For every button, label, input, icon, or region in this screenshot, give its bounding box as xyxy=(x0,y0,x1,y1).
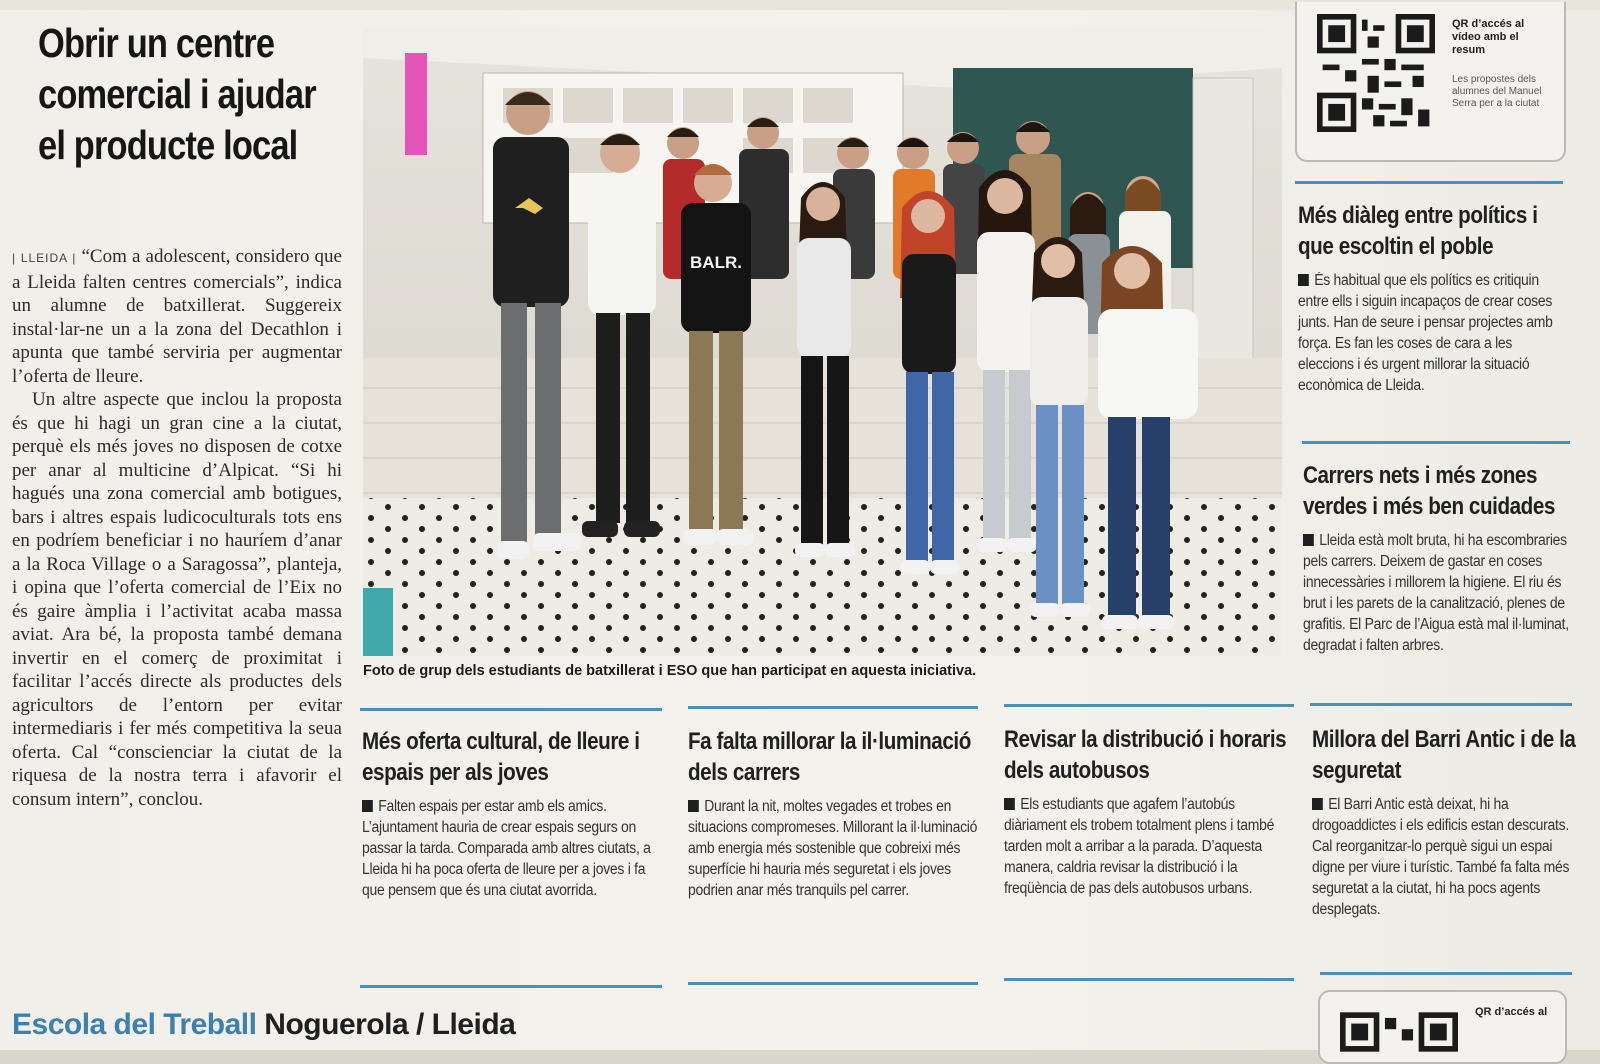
bottom-box-4-title: Millora del Barri Antic i de la seguretat xyxy=(1312,726,1576,784)
article-body xyxy=(12,245,342,811)
dateline: | LLEIDA | xyxy=(12,251,77,265)
sidebar-box-1-body: És habitual que els polítics es critiquin entre ells i siguin incapaços de crear coses junts. Han de seure i pensar projectes amb força. Es fan les coses de cara a les eleccions i és urgent millorar la situació econòmica de Lleida. xyxy=(1298,272,1553,394)
paragraph-2: Un altre aspecte que inclou la proposta és que hi hagi un gran cine a la ciutat, perquè els més joves no disposen de cotxe per anar al multicine d’Alpicat. “Si hi hagués una zona comercial amb botigues, bars i altres espais ludicoculturals tots ens en podríem beneficiar i no hauríem d’anar a la Roca Village o a Saragossa”, planteja, i opina que l’oferta comercial de l’Eix no és gaire àmplia i l’activitat acaba massa aviat. Ara bé, la proposta també demana invertir en el comerç de proximitat i facilitar l’accés directe als productes dels agricultors de l’entorn per evitar intermediaris i fer més competitiva la seua oferta. Cal “conscienciar la ciutat de la riquesa de la nostra terra i afavorir el consum intern”, conclou. xyxy=(12,389,342,810)
footer-label-a: Escola del Treball xyxy=(12,1008,257,1041)
qr-subtitle: Les propostes dels alumnes del Manuel Serra per a la ciutat xyxy=(1452,74,1542,109)
bottom-box-1 xyxy=(362,726,662,901)
sidebar-rule-1 xyxy=(1295,181,1563,184)
bottom-box-4 xyxy=(1312,724,1582,920)
bottom-close-rule-2 xyxy=(688,982,978,985)
bottom-close-rule-1 xyxy=(360,985,662,988)
qr-box-top xyxy=(1295,2,1566,162)
bottom-rule-4 xyxy=(1310,703,1572,706)
bottom-box-4-body: El Barri Antic està deixat, hi ha drogoaddictes i els edificis estan descurats. Cal reorganitzar-lo perquè sigui un espai digne per viure i turístic. També fa falta més seguretat a la ciutat, hi ha pocs agents desplegats. xyxy=(1312,796,1570,918)
bottom-box-2-title: Fa falta millorar la il·luminació dels carrers xyxy=(688,728,971,786)
paragraph-1-text: “Com a adolescent, considero que a Lleida falten centres comercials”, indica un alumne de batxillerat. Suggereix instal·lar-ne un a la zona del Decathlon i apunta que també serviria per augmentar l’oferta de lleure. xyxy=(12,246,342,387)
bullet-square-icon xyxy=(688,800,699,812)
bottom-close-rule-4 xyxy=(1320,972,1572,975)
sidebar-box-2-text xyxy=(1303,530,1571,656)
sidebar-box-1-text xyxy=(1298,270,1568,396)
qr-code-icon[interactable] xyxy=(1317,14,1435,132)
footer-label-b: Noguerola / Lleida xyxy=(264,1008,516,1041)
sidebar-box-2-title: Carrers nets i més zones verdes i més ben cuidades xyxy=(1303,462,1555,520)
bottom-box-3 xyxy=(1004,724,1294,899)
bottom-box-1-text xyxy=(362,796,662,901)
bottom-box-2 xyxy=(688,726,980,901)
bottom-box-4-text xyxy=(1312,794,1582,920)
qr-bottom-title: QR d’accés al xyxy=(1475,1006,1548,1018)
bullet-square-icon xyxy=(1004,798,1015,810)
bottom-box-3-body: Els estudiants que agafem l’autobús diàriament els trobem totalment plens i també tarden molt a arribar a la parada. D’aquesta manera, caldria revisar la distribució i la freqüència de pas dels autobusos urbans. xyxy=(1004,796,1275,897)
tshirt-text: BALR. xyxy=(690,253,742,272)
bullet-square-icon xyxy=(1298,274,1309,286)
bottom-rule-3 xyxy=(1004,704,1294,707)
next-article-heading xyxy=(12,1008,515,1042)
sidebar-box-2 xyxy=(1303,460,1571,656)
article-headline: Obrir un centre comercial i ajudar el producte local xyxy=(38,20,316,168)
bottom-box-3-title: Revisar la distribució i horaris dels autobusos xyxy=(1004,726,1287,784)
paragraph-1 xyxy=(12,245,342,388)
bullet-square-icon xyxy=(1303,534,1314,546)
bottom-box-2-body: Durant la nit, moltes vegades et trobes en situacions compromeses. Millorant la il·luminació amb energia més sostenible que cobreixi més superfície hi hauria més seguretat i els joves podrien anar més tranquils pel carrer. xyxy=(688,798,978,899)
bottom-box-3-text xyxy=(1004,794,1294,899)
group-photo xyxy=(363,28,1282,656)
bottom-box-2-text xyxy=(688,796,980,901)
qr-title: QR d’accés al vídeo amb el resum xyxy=(1452,18,1525,56)
qr-box-bottom xyxy=(1318,990,1567,1064)
photo-caption: Foto de grup dels estudiants de batxillerat i ESO que han participat en aquesta iniciativa. xyxy=(363,663,977,679)
bullet-square-icon xyxy=(1312,798,1323,810)
bottom-rule-2 xyxy=(688,706,978,709)
bullet-square-icon xyxy=(362,800,373,812)
sidebar-box-2-body: Lleida està molt bruta, hi ha escombraries pels carrers. Deixem de gastar en coses innecessàries i millorem la higiene. El riu és brut i les parets de la canalització, plenes de grafitis. El Parc de l’Aigua està mal il·luminat, degradat i falten arbres. xyxy=(1303,532,1569,654)
group-photo-illustration xyxy=(363,28,1282,656)
sidebar-box-1-title: Més diàleg entre polítics i que escoltin el poble xyxy=(1298,202,1538,260)
qr-code-bottom-icon[interactable] xyxy=(1340,1012,1458,1052)
bottom-box-1-title: Més oferta cultural, de lleure i espais per als joves xyxy=(362,728,640,786)
bottom-rule-1 xyxy=(360,708,662,711)
bottom-close-rule-3 xyxy=(1004,978,1294,981)
bottom-box-1-body: Falten espais per estar amb els amics. L’ajuntament hauria de crear espais segurs on passar la tarda. Comparada amb altres ciutats, a Lleida hi ha poca oferta de lleure per a joves i fa que pensem que és una ciutat avorrida. xyxy=(362,798,651,899)
sidebar-rule-2 xyxy=(1302,441,1570,444)
sidebar-box-1 xyxy=(1298,200,1568,396)
